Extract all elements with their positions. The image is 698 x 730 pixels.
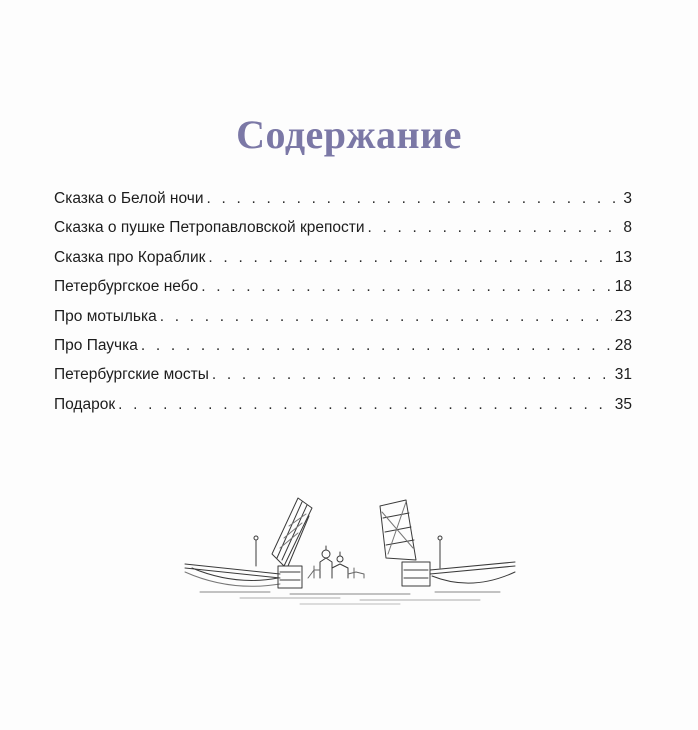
toc-leader-dots [207,190,621,208]
toc-entry [54,190,632,219]
page-title: Содержание [236,111,462,157]
toc-entry-page: 8 [623,219,632,237]
toc-entry-page: 13 [614,248,632,266]
toc-entry [54,278,632,307]
drawbridge-icon [180,488,520,613]
toc-entry-label: Подарок [54,395,116,413]
toc-entry [54,337,632,366]
toc-leader-dots [141,337,612,355]
table-of-contents [54,190,632,425]
toc-entry-page: 3 [623,190,632,207]
toc-leader-dots [212,366,612,384]
toc-entry-label: Про мотылька [54,307,157,325]
toc-entry-label: Петербургские мосты [54,366,209,384]
toc-entry-page: 28 [614,336,632,354]
toc-entry [54,366,632,395]
toc-entry-label: Сказка о пушке Петропавловской крепости [54,219,365,237]
toc-leader-dots [118,396,612,414]
toc-entry-label: Про Паучка [54,336,138,354]
toc-leader-dots [368,219,621,237]
toc-entry-page: 35 [614,395,632,413]
toc-entry-page: 31 [614,366,632,384]
toc-entry [54,396,632,425]
toc-entry [54,308,632,337]
toc-entry-label: Петербургское небо [54,278,199,296]
toc-leader-dots [208,249,611,267]
toc-entry [54,219,632,248]
toc-entry-page: 23 [614,307,632,325]
toc-entry-label: Сказка про Кораблик [54,248,206,266]
toc-entry [54,249,632,278]
toc-entry-label: Сказка о Белой ночи [54,190,204,207]
toc-leader-dots [201,278,612,296]
toc-leader-dots [160,308,612,326]
toc-entry-page: 18 [614,278,632,296]
